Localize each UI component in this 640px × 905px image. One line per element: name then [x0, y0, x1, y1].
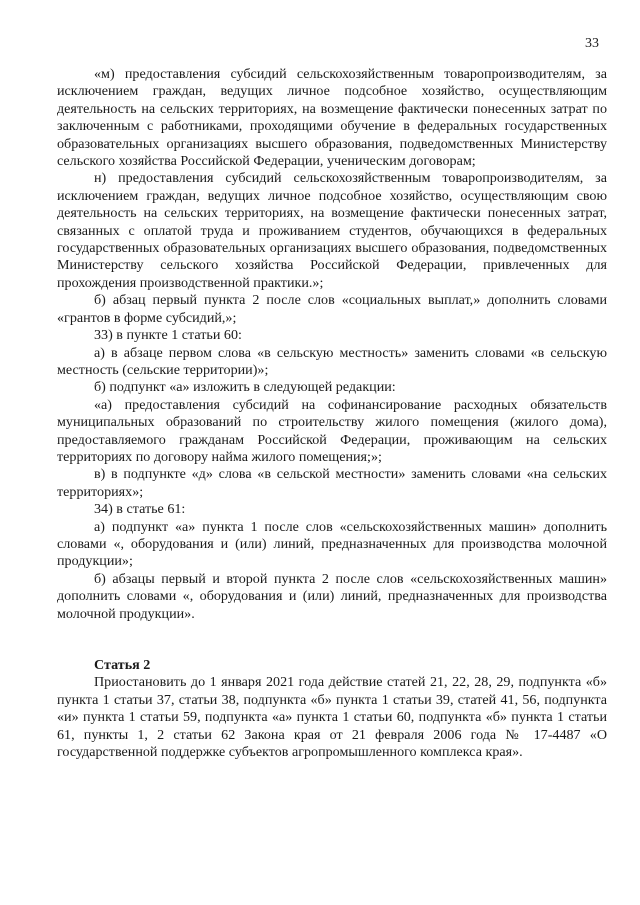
- paragraph: в) в подпункте «д» слова «в сельской местности» заменить словами «на сельских территориях»;: [57, 466, 607, 500]
- article-heading: Статья 2: [94, 657, 151, 673]
- paragraph: «а) предоставления субсидий на софинансирование расходных обязательств муниципальных образований по строительству жилого помещения (жилого дома), предоставляемого гражданам Российской Федерации, проживающим на сельских территориях по договору найма жилого помещения;»;: [57, 396, 607, 465]
- paragraph: а) подпункт «а» пункта 1 после слов «сельскохозяйственных машин» дополнить словами «, оборудования и (или) линий, предназначенных для производства молочной продукции»;: [57, 518, 607, 570]
- paragraph: «м) предоставления субсидий сельскохозяйственным товаропроизводителям, за исключением граждан, ведущих личное подсобное хозяйство, осуществляющим деятельность на сельских территориях, на возмещение фактически понесенных затрат по заключенным с работниками, проходящими обучение в федеральных государственных образовательных организациях высшего образования, подведомственных Министерству сельского хозяйства Российской Федерации, ученическим договорам;: [57, 66, 607, 170]
- paragraph: а) в абзаце первом слова «в сельскую местность» заменить словами «в сельскую местность (сельские территории)»;: [57, 344, 607, 378]
- paragraph: 33) в пункте 1 статьи 60:: [94, 327, 242, 344]
- paragraph: н) предоставления субсидий сельскохозяйственным товаропроизводителям, за исключением граждан, ведущих личное подсобное хозяйство, осуществляющим свою деятельность на сельских территориях, на возмещение фактически понесенных затрат, связанных с оплатой труда и проживанием студентов, обучающихся в федеральных государственных образовательных организациях высшего образования, подведомственных Министерству сельского хозяйства Российской Федерации, привлеченных для прохождения производственной практики.»;: [57, 170, 607, 291]
- page-number: 33: [585, 36, 599, 51]
- paragraph: Приостановить до 1 января 2021 года действие статей 21, 22, 28, 29, подпункта «б» пункта 1 статьи 37, статьи 38, подпункта «б» пункта 1 статьи 39, статей 41, 56, подпункта «и» пункта 1 статьи 59, подпункта «а» пункта 1 статьи 60, подпункта «б» пункта 1 статьи 61, пункты 1, 2 статьи 62 Закона края от 21 февраля 2006 года № 17-4487 «О государственной поддержке субъектов агропромышленного комплекса края».: [57, 674, 607, 761]
- paragraph: б) абзацы первый и второй пункта 2 после слов «сельскохозяйственных машин» дополнить словами «, оборудования и (или) линий, предназначенных для производства молочной продукции».: [57, 570, 607, 622]
- paragraph: 34) в статье 61:: [94, 501, 186, 518]
- document-body: [57, 66, 607, 761]
- section-spacer: [57, 623, 607, 657]
- paragraph: б) подпункт «а» изложить в следующей редакции:: [94, 379, 396, 396]
- paragraph: б) абзац первый пункта 2 после слов «социальных выплат,» дополнить словами «грантов в форме субсидий,»;: [57, 292, 607, 326]
